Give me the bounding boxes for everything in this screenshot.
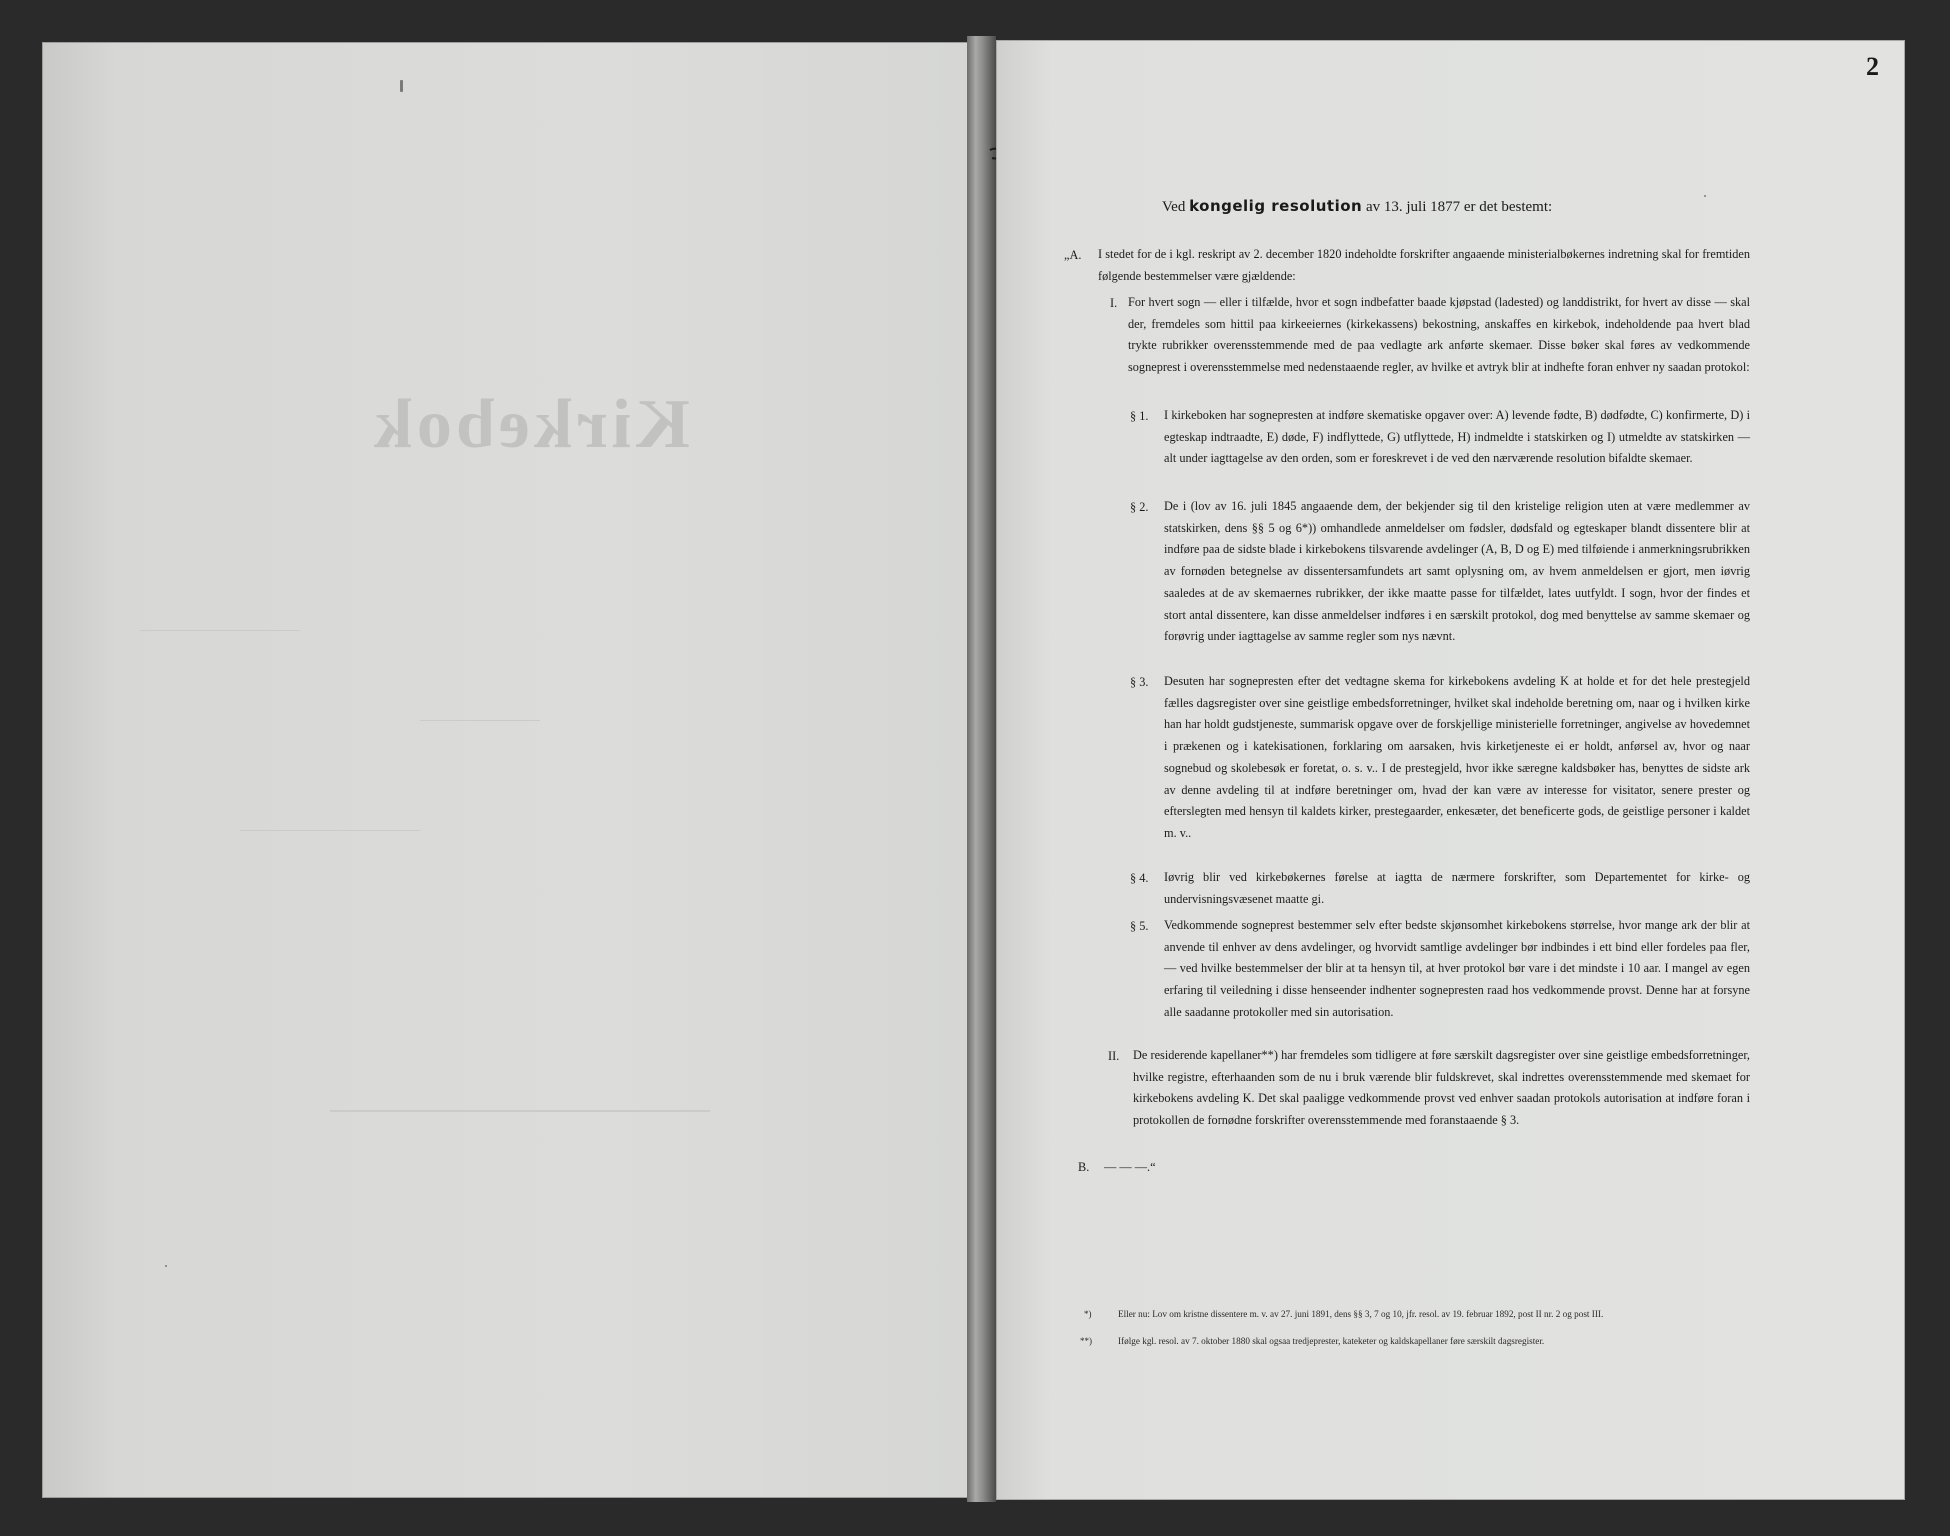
paragraph-5-marker: § 5. <box>1130 919 1149 933</box>
footnote-1-text: Eller nu: Lov om kristne dissentere m. v. av 27. juni 1891, dens §§ 3, 7 og 10, jfr. resol. av 19. februar 1892, post II nr. 2 og post III. <box>1118 1309 1604 1319</box>
speck <box>400 80 403 92</box>
paragraph-3-marker: § 3. <box>1130 675 1149 689</box>
footnote-2-marker: **) <box>1080 1336 1092 1346</box>
show-through-rule-2 <box>140 630 300 631</box>
section-a-text: I stedet for de i kgl. reskript av 2. december 1820 indeholdte forskrifter angaaende ministerialbøkernes indretning skal for fremtiden følgende bestemmelser være gjældende: <box>1098 247 1750 283</box>
footnote-1-marker: *) <box>1084 1309 1092 1319</box>
speck <box>1704 195 1706 197</box>
show-through-rule-3 <box>420 720 540 721</box>
section-a-marker: „A. <box>1064 248 1082 262</box>
section-b-text: — — —.“ <box>1104 1160 1156 1174</box>
section-ii-text: De residerende kapellaner**) har fremdeles som tidligere at føre særskilt dagsregister over sine geistlige embedsforretninger, hvilke registre, efterhaanden som de nu i bruk værende blir fuldskrevet, skal indrettes overensstemmende med skemaet for kirkebokens avdeling K. Det skal paaligge vedkommende provst ved enhver saadan protokols autorisation at indføre foran i protokollen de fornødne forskrifter overensstemmende med foranstaaende § 3. <box>1133 1048 1750 1128</box>
show-through-rule-1 <box>330 1110 710 1112</box>
left-page <box>42 42 969 1498</box>
paragraph-4-marker: § 4. <box>1130 871 1149 885</box>
heading-prefix: Ved <box>1162 199 1190 215</box>
paragraph-1-marker: § 1. <box>1130 409 1149 423</box>
show-through-title: Kirkebok <box>370 386 690 463</box>
resolution-heading <box>1162 197 1552 216</box>
show-through-rule-4 <box>240 830 420 831</box>
section-i-text: For hvert sogn — eller i tilfælde, hvor et sogn indbefatter baade kjøpstad (ladested) og landdistrikt, for hvert av disse — skal der, fremdeles som hittil paa kirkeeiernes (kirkekassens) bekostning, anskaffes en kirkebok, indeholdende paa hvert blad trykte rubrikker overensstemmende med de paa vedlagte ark anførte skemaer. Disse bøker skal føres av vedkommende sogneprest i overensstemmelse med nedenstaaende regler, av hvilke et avtryk blir at indhefte foran enhver ny saadan protokol: <box>1128 295 1750 375</box>
page-number: 2 <box>1866 52 1879 81</box>
speck <box>165 1265 167 1267</box>
footnote-2-text: Ifølge kgl. resol. av 7. oktober 1880 skal ogsaa tredjeprester, kateketer og kaldskapellaner føre særskilt dagsregister. <box>1118 1336 1545 1346</box>
section-i-marker: I. <box>1110 296 1118 310</box>
heading-bold: kongelig resolution <box>1189 197 1363 215</box>
paragraph-3-text: Desuten har sognepresten efter det vedtagne skema for kirkebokens avdeling K at holde et for det hele prestegjeld fælles dagsregister over sine geistlige embedsforretninger, hvilket skal indeholde beretning om, naar og i hvilken kirke han har holdt gudstjeneste, summarisk opgave over de forskjellige ministerielle forretninger, angivelse av hovedemnet i prækenen og i katekisationen, forklaring om aarsaken, hvis kirketjeneste ei er holdt, anførsel av, hvor og naar sognebud og skolebesøk er foretat, o. s. v.. I de prestegjeld, hvor ikke særegne kaldsbøker has, benyttes de sidste ark av denne avdeling til at indføre beretninger om, hvad der kan være av interesse for visitator, senere prester og efterslegten med hensyn til kaldets kirker, prestegaarder, enkesæter, det beneficerte gods, de geistlige personer i kaldet m. v.. <box>1164 674 1750 840</box>
section-b-marker: B. <box>1078 1160 1090 1174</box>
paragraph-4-text: Iøvrig blir ved kirkebøkernes førelse at iagtta de nærmere forskrifter, som Departementet for kirke- og undervisningsvæsenet maatte gi. <box>1164 870 1750 906</box>
paragraph-2-text: De i (lov av 16. juli 1845 angaaende dem, der bekjender sig til den kristelige religion uten at være medlemmer av statskirken, dens §§ 5 og 6*)) omhandlede anmeldelser om fødsler, dødsfald og egteskaper blandt dissentere blir at indføre paa de sidste blade i kirkebokens tilsvarende avdelinger (A, B, D og E) med tilføiende i anmerkningsrubrikken av fornøden betegnelse av dissentersamfundets art samt oplysning om, av hvem anmeldelsen er gjort, men iøvrig saaledes at de av skemaernes rubrikker, der ikke maatte passe for tilfældet, lates uutfyldt. I sogn, hvor der findes et stort antal dissentere, kan disse anmeldelser indføres i en særskilt protokol, dog med benyttelse av samme skemaer og forøvrig under iagttagelse av samme regler som nys nævnt. <box>1164 499 1750 644</box>
section-ii-marker: II. <box>1108 1049 1120 1063</box>
book-gutter <box>967 36 996 1502</box>
paragraph-5-text: Vedkommende sogneprest bestemmer selv efter bedste skjønsomhet kirkebokens størrelse, hvor mange ark der blir at anvende til enhver av dens avdelinger, og hvorvidt samtlige avdelinger bør indbindes i ett bind eller fordeles paa fler, — ved hvilke bestemmelser der blir at ta hensyn til, at hver protokol bør vare i det mindste i 10 aar. I mangel av egen erfaring til veiledning i disse henseender indhenter sognepresten raad hos vedkommende provst. Denne har at forsyne alle saadanne protokoller med sin autorisation. <box>1164 918 1750 1019</box>
paragraph-2-marker: § 2. <box>1130 500 1149 514</box>
heading-suffix: av 13. juli 1877 er det bestemt: <box>1362 199 1553 215</box>
paragraph-1-text: I kirkeboken har sognepresten at indføre skematiske opgaver over: A) levende fødte, B) dødfødte, C) konfirmerte, D) i egteskap indtraadte, E) døde, F) indflyttede, G) utflyttede, H) indmeldte i statskirken og I) utmeldte av statskirken — alt under iagttagelse av den orden, som er foreskrevet i de ved den nærværende resolution bifaldte skemaer. <box>1164 408 1750 466</box>
